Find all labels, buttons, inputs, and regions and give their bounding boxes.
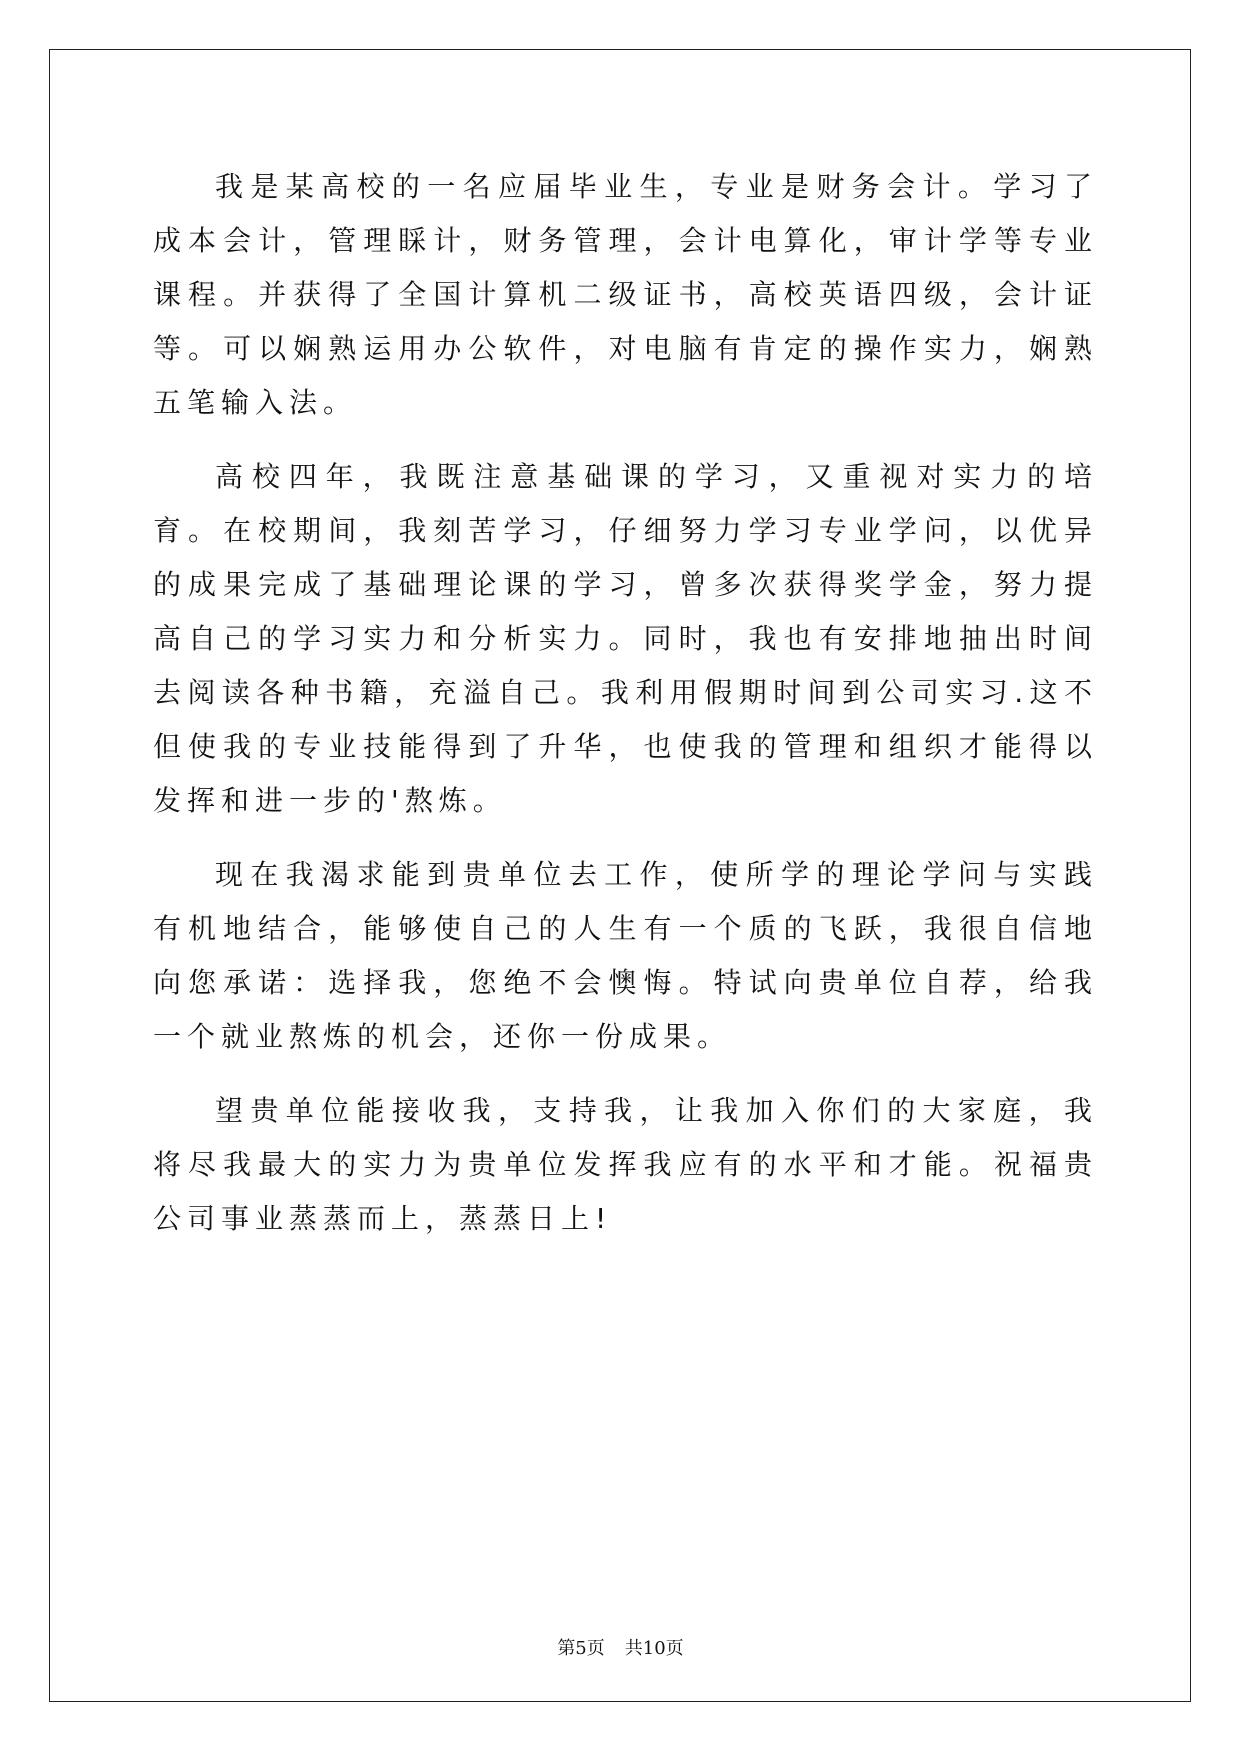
paragraph: 高校四年，我既注意基础课的学习，又重视对实力的培育。在校期间，我刻苦学习，仔细努力学习专业学问，以优异的成果完成了基础理论课的学习，曾多次获得奖学金，努力提高自己的学习实力和分析实力。同时，我也有安排地抽出时间去阅读各种书籍，充溢自己。我利用假期时间到公司实习.这不但使我的专业技能得到了升华，也使我的管理和组织才能得以发挥和进一步的'熬炼。 (153, 460, 1098, 817)
page-number: 第5页 (557, 1638, 605, 1659)
paragraph: 望贵单位能接收我，支持我，让我加入你们的大家庭，我将尽我最大的实力为贵单位发挥我应有的水平和才能。祝福贵公司事业蒸蒸而上，蒸蒸日上! (153, 1094, 1098, 1235)
page-total: 共10页 (624, 1638, 684, 1659)
document-body (153, 160, 1098, 1266)
page-footer (0, 1634, 1241, 1660)
paragraph: 现在我渴求能到贵单位去工作，使所学的理论学问与实践有机地结合，能够使自己的人生有一个质的飞跃，我很自信地向您承诺：选择我，您绝不会懊悔。特试向贵单位自荐，给我一个就业熬炼的机会，还你一份成果。 (153, 858, 1098, 1053)
paragraph: 我是某高校的一名应届毕业生，专业是财务会计。学习了成本会计，管理睬计，财务管理，会计电算化，审计学等专业课程。并获得了全国计算机二级证书，高校英语四级，会计证等。可以娴熟运用办公软件，对电脑有肯定的操作实力，娴熟五笔输入法。 (153, 170, 1098, 419)
